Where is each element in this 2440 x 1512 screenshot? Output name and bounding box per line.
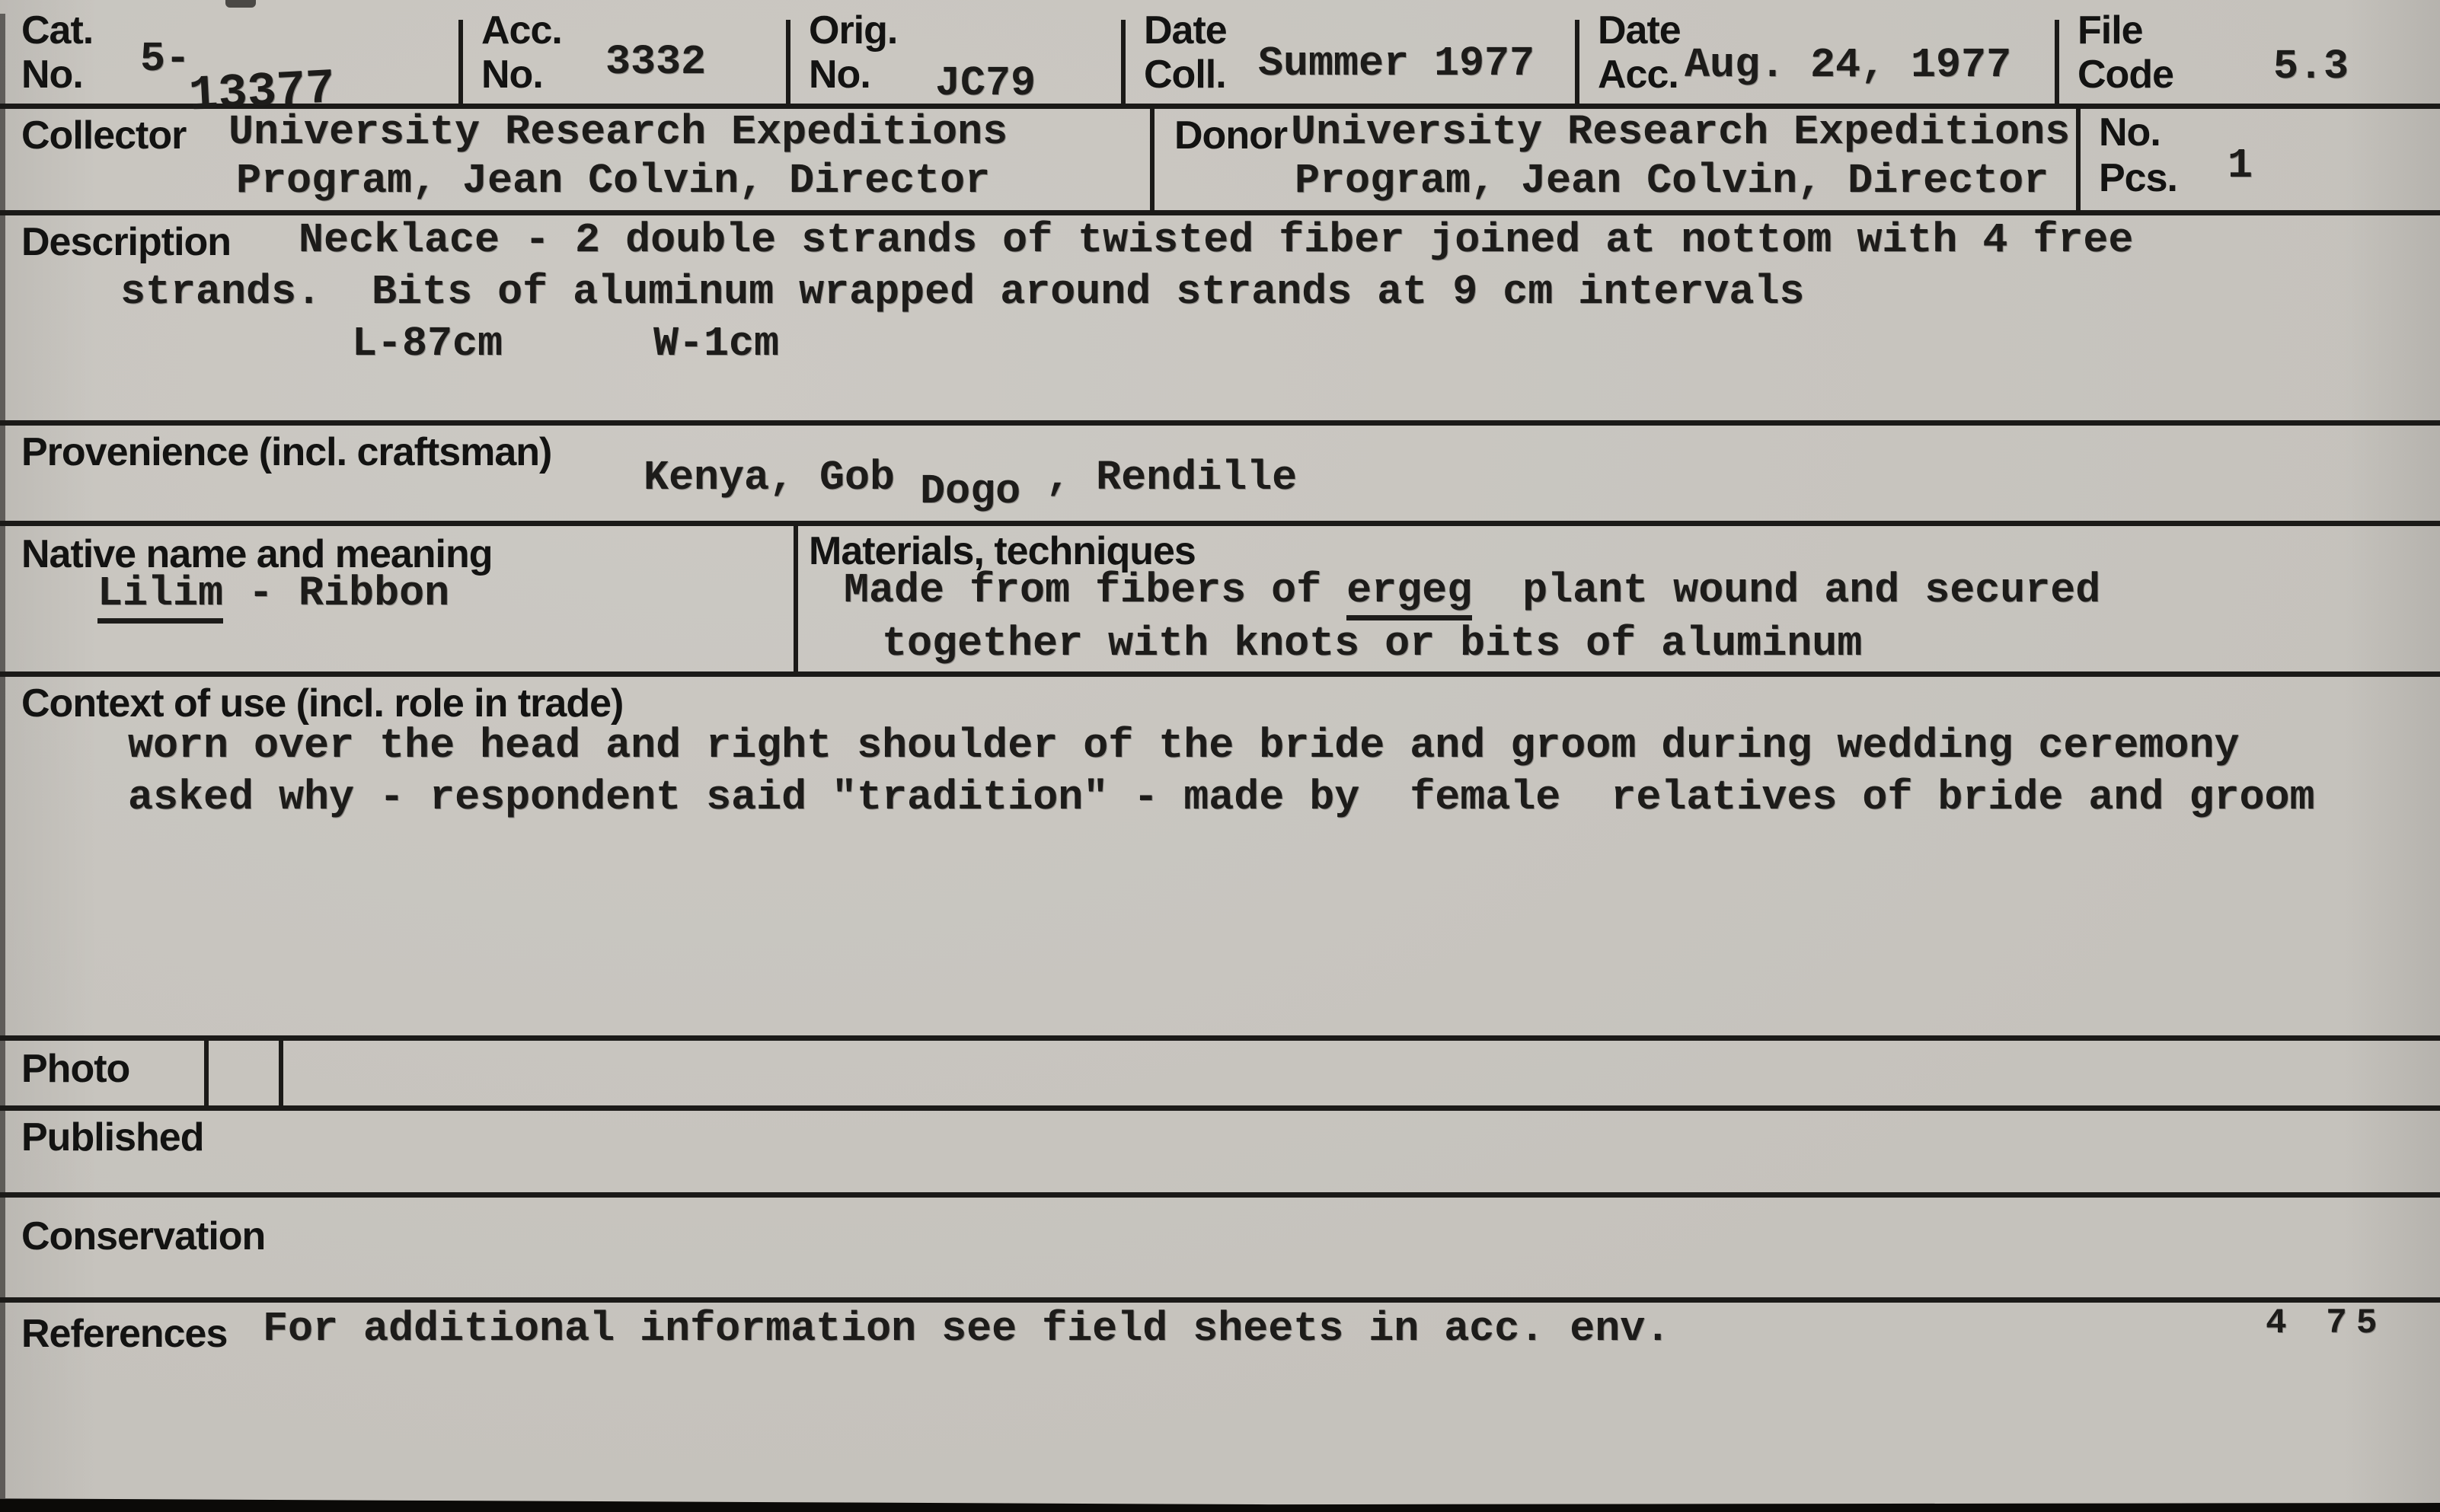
description-line2: strands. Bits of aluminum wrapped around strands at 9 cm intervals (120, 268, 1805, 316)
cat-no-value: 13377 (187, 62, 337, 124)
references-value: For additional information see field sheets in acc. env. (263, 1305, 1671, 1353)
divider-line (0, 1192, 2440, 1198)
divider-line (0, 1035, 2440, 1041)
native-name-underlined: Lilim (97, 569, 223, 624)
acc-no-value: 3332 (605, 38, 707, 86)
divider-line (0, 671, 2440, 677)
date-coll-label: Date (1144, 8, 1227, 53)
context-line1: worn over the head and right shoulder of the bride and groom during wedding ceremony (128, 722, 2240, 770)
file-code-value: 5.3 (2273, 43, 2349, 91)
column-divider (1150, 107, 1155, 212)
file-code-label: Code (2078, 53, 2173, 97)
materials-line1-pre: Made from fibers of (844, 566, 1347, 614)
column-divider (1121, 20, 1126, 105)
column-divider (1575, 20, 1579, 105)
orig-no-label: No. (809, 53, 870, 97)
column-divider (794, 524, 798, 673)
native-name-label: Native name and meaning (21, 532, 493, 576)
donor-line2: Program, Jean Colvin, Director (1295, 157, 2049, 205)
card-left-edge (0, 14, 5, 1498)
provenience-label: Provenience (incl. craftsman) (21, 430, 552, 474)
divider-line (0, 420, 2440, 426)
description-width: W-1cm (653, 320, 780, 368)
provenience-value-drop: Dogo (920, 467, 1021, 515)
cat-no-prefix: 5- (140, 35, 191, 83)
materials-label: Materials, techniques (809, 529, 1196, 573)
native-name-value (97, 569, 449, 617)
native-name-rest: - Ribbon (223, 569, 450, 617)
date-acc-label: Date (1598, 8, 1681, 53)
photo-cell-divider (279, 1037, 283, 1107)
divider-line (0, 1297, 2440, 1303)
provenience-value (644, 454, 1298, 515)
context-line2: asked why - respondent said "tradition" - made by female relatives of bride and groom (128, 774, 2315, 821)
references-label: References (21, 1312, 228, 1356)
column-divider (786, 20, 790, 105)
materials-plant-name: ergeg (1346, 566, 1472, 620)
date-acc-label2: Acc. (1598, 53, 1678, 97)
provenience-value-post: , Rendille (1020, 454, 1298, 502)
no-pcs-label2: Pcs. (2099, 156, 2177, 200)
column-divider (458, 20, 463, 105)
collector-line1: University Research Expeditions (228, 108, 1008, 156)
divider-line (0, 210, 2440, 215)
acc-no-label: No. (481, 53, 543, 97)
published-label: Published (21, 1115, 204, 1160)
materials-line2: together with knots or bits of aluminum (882, 620, 1863, 668)
acc-label: Acc. (481, 8, 562, 53)
no-pcs-value: 1 (2228, 142, 2253, 190)
form-corner-note: 4 75 (2266, 1303, 2387, 1343)
column-divider (2076, 107, 2081, 212)
donor-label: Donor (1174, 113, 1288, 158)
description-line1: Necklace - 2 double strands of twisted fiber joined at nottom with 4 free (299, 216, 2134, 264)
no-pcs-label: No. (2099, 110, 2161, 155)
materials-line1-post: plant wound and secured (1472, 566, 2101, 614)
date-coll-value: Summer 1977 (1258, 40, 1535, 88)
date-acc-value: Aug. 24, 1977 (1685, 41, 2012, 89)
photo-cell-divider (204, 1037, 209, 1107)
orig-no-value: JC79 (935, 59, 1036, 107)
description-length: L-87cm (352, 320, 503, 368)
materials-line1 (844, 566, 2100, 614)
photo-label: Photo (21, 1047, 130, 1091)
scan-bottom-edge (0, 1492, 2440, 1512)
description-label: Description (21, 220, 232, 264)
collector-label: Collector (21, 113, 187, 158)
collector-line2: Program, Jean Colvin, Director (236, 157, 991, 205)
column-divider (2055, 20, 2059, 105)
divider-line (0, 1105, 2440, 1111)
file-label: File (2078, 8, 2143, 53)
cat-label: Cat. (21, 8, 94, 53)
divider-line (0, 521, 2440, 526)
provenience-value-pre: Kenya, Gob (644, 454, 921, 502)
donor-line1: University Research Expeditions (1291, 108, 2071, 156)
cat-no-label: No. (21, 53, 83, 97)
context-label: Context of use (incl. role in trade) (21, 681, 624, 726)
orig-label: Orig. (809, 8, 898, 53)
conservation-label: Conservation (21, 1214, 266, 1258)
date-coll-label2: Coll. (1144, 53, 1226, 97)
ink-smudge (225, 0, 256, 8)
